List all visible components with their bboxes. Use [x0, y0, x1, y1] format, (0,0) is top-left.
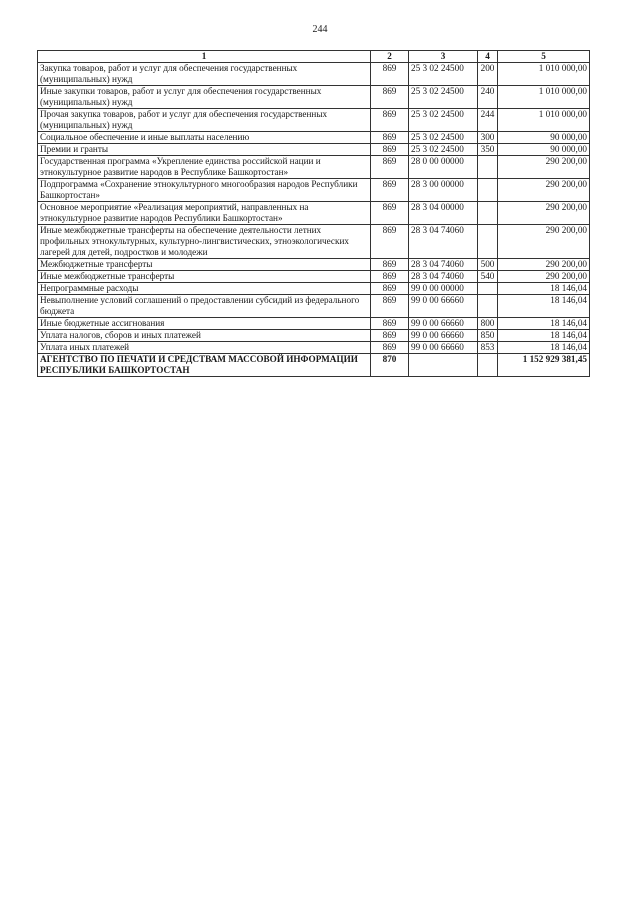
row-code: 869: [371, 132, 409, 144]
table-row: [38, 318, 590, 330]
total-row: [38, 354, 590, 377]
row-name: Иные межбюджетные трансферты: [38, 271, 371, 283]
table-row: [38, 109, 590, 132]
row-name: Непрограммные расходы: [38, 283, 371, 295]
agency-name: АГЕНТСТВО ПО ПЕЧАТИ И СРЕДСТВАМ МАССОВОЙ ИНФОРМАЦИИ РЕСПУБЛИКИ БАШКОРТОСТАН: [38, 354, 371, 377]
row-sum: 18 146,04: [498, 283, 590, 295]
row-code: 869: [371, 283, 409, 295]
agency-code: 870: [371, 354, 409, 377]
row-code: 869: [371, 342, 409, 354]
row-name: Уплата иных платежей: [38, 342, 371, 354]
row-name: Межбюджетные трансферты: [38, 259, 371, 271]
row-target: 25 3 02 24500: [409, 63, 478, 86]
table-row: [38, 63, 590, 86]
row-code: 869: [371, 330, 409, 342]
table-row: [38, 330, 590, 342]
row-name: Иные закупки товаров, работ и услуг для обеспечения государственных (муниципальных) нужд: [38, 86, 371, 109]
row-target: 99 0 00 66660: [409, 330, 478, 342]
row-target: 25 3 02 24500: [409, 144, 478, 156]
row-code: 869: [371, 295, 409, 318]
row-name: Закупка товаров, работ и услуг для обеспечения государственных (муниципальных) нужд: [38, 63, 371, 86]
row-sum: 290 200,00: [498, 156, 590, 179]
row-type: 300: [478, 132, 498, 144]
agency-target: [409, 354, 478, 377]
row-name: Иные бюджетные ассигнования: [38, 318, 371, 330]
row-type: [478, 202, 498, 225]
row-sum: 90 000,00: [498, 132, 590, 144]
table-row: [38, 86, 590, 109]
row-code: 869: [371, 202, 409, 225]
row-target: 28 3 04 74060: [409, 271, 478, 283]
row-type: [478, 225, 498, 259]
row-type: 240: [478, 86, 498, 109]
row-name: Социальное обеспечение и иные выплаты населению: [38, 132, 371, 144]
row-name: Основное мероприятие «Реализация мероприятий, направленных на этнокультурное развитие народов Республики Башкортостан»: [38, 202, 371, 225]
row-name: Невыполнение условий соглашений о предоставлении субсидий из федерального бюджета: [38, 295, 371, 318]
row-sum: 290 200,00: [498, 259, 590, 271]
row-target: 25 3 02 24500: [409, 132, 478, 144]
row-sum: 18 146,04: [498, 318, 590, 330]
row-sum: 1 010 000,00: [498, 63, 590, 86]
row-sum: 290 200,00: [498, 271, 590, 283]
table-header: [38, 51, 590, 63]
header-col-4: 4: [478, 51, 498, 63]
row-target: 28 3 04 74060: [409, 225, 478, 259]
row-target: 25 3 02 24500: [409, 109, 478, 132]
page-number: 244: [312, 24, 328, 35]
row-code: 869: [371, 179, 409, 202]
row-sum: 18 146,04: [498, 342, 590, 354]
budget-table: [37, 50, 590, 377]
table-row: [38, 179, 590, 202]
row-target: 28 3 04 74060: [409, 259, 478, 271]
table-row: [38, 259, 590, 271]
row-code: 869: [371, 63, 409, 86]
row-type: 500: [478, 259, 498, 271]
row-type: 540: [478, 271, 498, 283]
table-row: [38, 156, 590, 179]
agency-type: [478, 354, 498, 377]
row-type: 850: [478, 330, 498, 342]
header-col-1: 1: [38, 51, 371, 63]
row-name: Государственная программа «Укрепление единства российской нации и этнокультурное развитие народов в Республике Башкортостан»: [38, 156, 371, 179]
row-code: 869: [371, 259, 409, 271]
row-sum: 18 146,04: [498, 295, 590, 318]
agency-total-sum: 1 152 929 381,45: [498, 354, 590, 377]
table-row: [38, 144, 590, 156]
row-sum: 1 010 000,00: [498, 86, 590, 109]
table-row: [38, 283, 590, 295]
table-body: [38, 63, 590, 377]
row-target: 25 3 02 24500: [409, 86, 478, 109]
row-target: 99 0 00 66660: [409, 342, 478, 354]
header-col-2: 2: [371, 51, 409, 63]
table-row: [38, 132, 590, 144]
table-row: [38, 342, 590, 354]
row-type: [478, 156, 498, 179]
row-target: 28 0 00 00000: [409, 156, 478, 179]
row-name: Иные межбюджетные трансферты на обеспечение деятельности летних профильных этнокультурных, культурно-лингвистических, этноэкологических лагерей для детей, подростков и молодежи: [38, 225, 371, 259]
row-type: [478, 283, 498, 295]
row-code: 869: [371, 86, 409, 109]
row-type: [478, 295, 498, 318]
row-code: 869: [371, 144, 409, 156]
row-sum: 290 200,00: [498, 202, 590, 225]
row-type: 853: [478, 342, 498, 354]
row-code: 869: [371, 225, 409, 259]
row-sum: 18 146,04: [498, 330, 590, 342]
table-row: [38, 295, 590, 318]
row-code: 869: [371, 318, 409, 330]
table-row: [38, 225, 590, 259]
table-row: [38, 202, 590, 225]
header-row: [38, 51, 590, 63]
row-sum: 290 200,00: [498, 179, 590, 202]
row-name: Премии и гранты: [38, 144, 371, 156]
row-code: 869: [371, 156, 409, 179]
row-sum: 90 000,00: [498, 144, 590, 156]
row-sum: 1 010 000,00: [498, 109, 590, 132]
row-type: 800: [478, 318, 498, 330]
row-target: 99 0 00 66660: [409, 295, 478, 318]
row-name: Уплата налогов, сборов и иных платежей: [38, 330, 371, 342]
row-target: 99 0 00 66660: [409, 318, 478, 330]
row-sum: 290 200,00: [498, 225, 590, 259]
header-col-5: 5: [498, 51, 590, 63]
row-name: Подпрограмма «Сохранение этнокультурного многообразия народов Республики Башкортостан»: [38, 179, 371, 202]
row-type: 200: [478, 63, 498, 86]
row-code: 869: [371, 271, 409, 283]
header-col-3: 3: [409, 51, 478, 63]
row-type: 244: [478, 109, 498, 132]
row-target: 28 3 00 00000: [409, 179, 478, 202]
row-type: [478, 179, 498, 202]
row-target: 99 0 00 00000: [409, 283, 478, 295]
row-name: Прочая закупка товаров, работ и услуг для обеспечения государственных (муниципальных) нужд: [38, 109, 371, 132]
row-target: 28 3 04 00000: [409, 202, 478, 225]
row-code: 869: [371, 109, 409, 132]
row-type: 350: [478, 144, 498, 156]
table-row: [38, 271, 590, 283]
